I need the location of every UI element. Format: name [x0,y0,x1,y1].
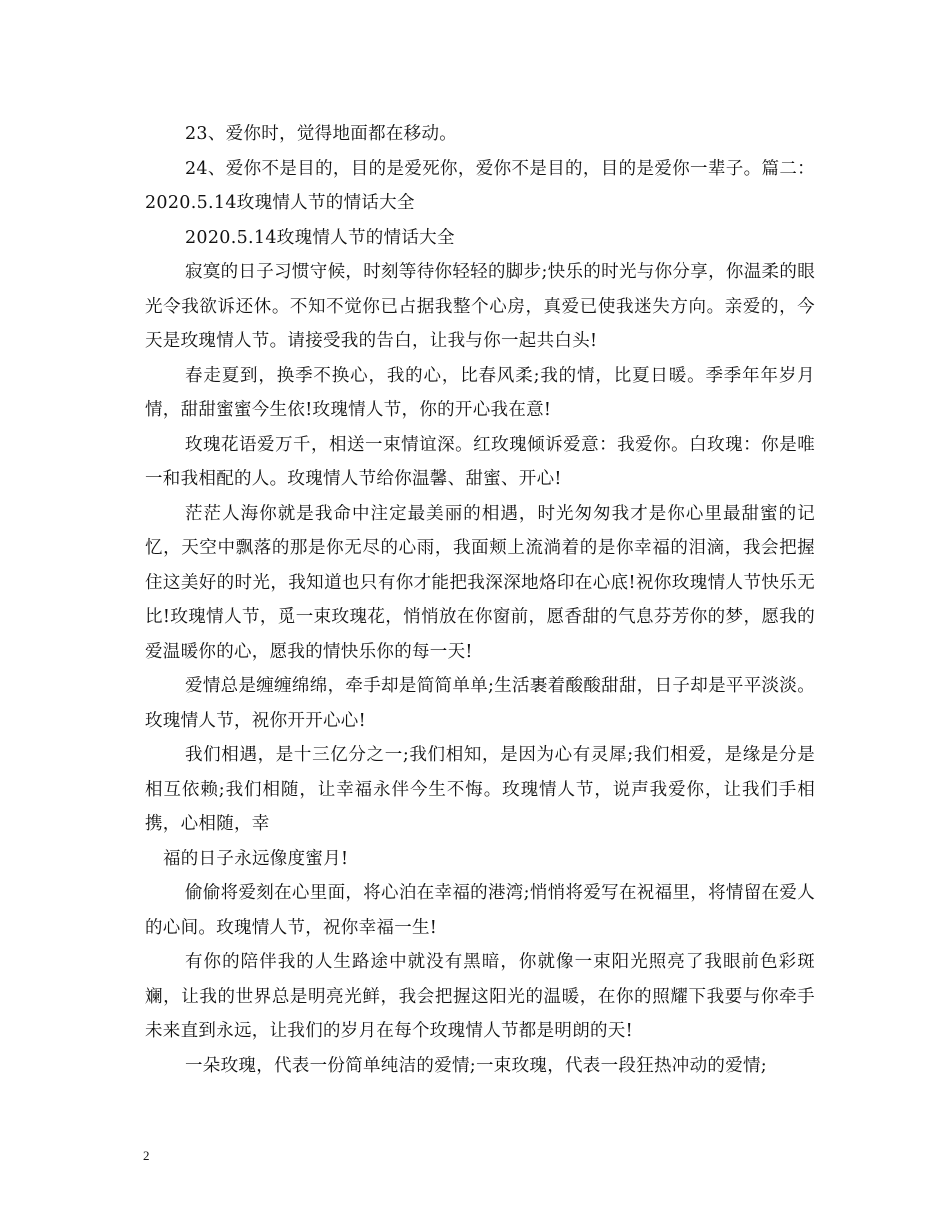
paragraph: 玫瑰花语爱万千，相送一束情谊深。红玫瑰倾诉爱意：我爱你。白玫瑰：你是唯一和我相配的人。玫瑰情人节给你温馨、甜蜜、开心! [145,434,815,489]
paragraph: 茫茫人海你就是我命中注定最美丽的相遇，时光匆匆我才是你心里最甜蜜的记忆，天空中飘落的那是你无尽的心雨，我面颊上流淌着的是你幸福的泪滴，我会把握住这美好的时光，我知道也只有你才能把我深深地烙印在心底!祝你玫瑰情人节快乐无比!玫瑰情人节，觅一束玫瑰花，悄悄放在你窗前，愿香甜的气息芬芳你的梦，愿我的爱温暖你的心，愿我的情快乐你的每一天! [145,503,815,662]
paragraph: 春走夏到，换季不换心，我的心，比春风柔;我的情，比夏日暖。季季年年岁月情，甜甜蜜蜜今生依!玫瑰情人节，你的开心我在意! [145,365,815,420]
paragraph: 2020.5.14玫瑰情人节的情话大全 [185,227,455,248]
document-body [145,117,815,1083]
paragraph: 我们相遇，是十三亿分之一;我们相知，是因为心有灵犀;我们相爱，是缘是分是相互依赖;我们相随，让幸福永伴今生不悔。玫瑰情人节，说声我爱你，让我们手相携，心相随，幸 [145,745,815,834]
paragraph: 24、爱你不是目的，目的是爱死你，爱你不是目的，目的是爱你一辈子。篇二：2020.5.14玫瑰情人节的情话大全 [145,158,815,213]
paragraph: 一朵玫瑰，代表一份简单纯洁的爱情;一束玫瑰，代表一段狂热冲动的爱情; [185,1055,767,1076]
paragraph: 偷偷将爱刻在心里面，将心泊在幸福的港湾;悄悄将爱写在祝福里，将情留在爱人的心间。玫瑰情人节，祝你幸福一生! [145,883,815,938]
paragraph: 福的日子永远像度蜜月! [163,848,349,869]
paragraph: 寂寞的日子习惯守候，时刻等待你轻轻的脚步;快乐的时光与你分享，你温柔的眼光令我欲诉还休。不知不觉你已占据我整个心房，真爱已使我迷失方向。亲爱的，今天是玫瑰情人节。请接受我的告白，让我与你一起共白头! [145,262,815,351]
paragraph: 有你的陪伴我的人生路途中就没有黑暗，你就像一束阳光照亮了我眼前色彩斑斓，让我的世界总是明亮光鲜，我会把握这阳光的温暖，在你的照耀下我要与你牵手未来直到永远，让我们的岁月在每个玫瑰情人节都是明朗的天! [145,952,815,1041]
paragraph: 爱情总是缠缠绵绵，牵手却是简简单单;生活裹着酸酸甜甜，日子却是平平淡淡。玫瑰情人节，祝你开开心心! [145,676,815,731]
page-number: 2 [143,1148,150,1163]
paragraph: 23、爱你时，觉得地面都在移动。 [185,124,458,144]
